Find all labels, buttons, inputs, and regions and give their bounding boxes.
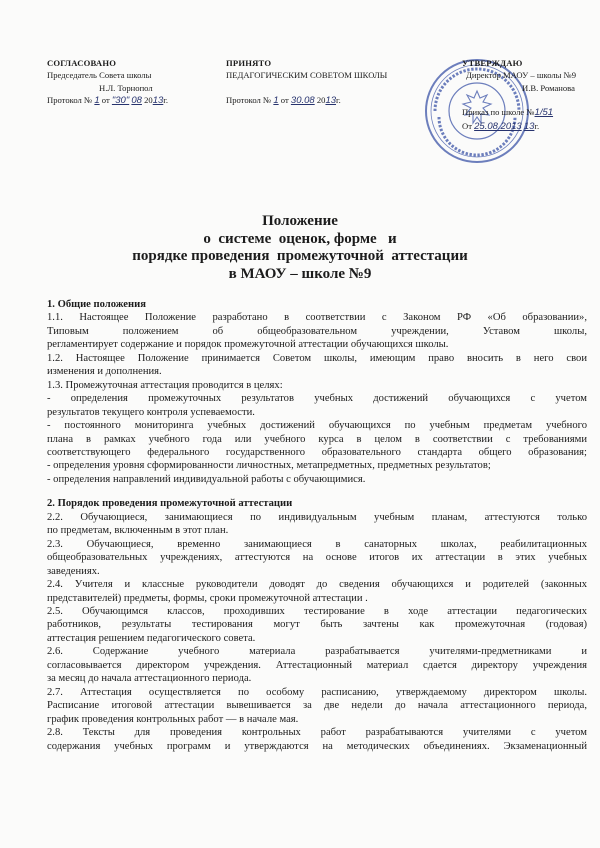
agreed-protocol: [47, 94, 207, 107]
text-line: соответствующего федерального государственного образовательного стандарта общего образования;: [47, 446, 587, 458]
text-line: 2.8. Тексты для проведения контрольных работ разрабатываются учителями с учетом: [47, 727, 587, 739]
accepted-body: ПЕДАГОГИЧЕСКИМ СОВЕТОМ ШКОЛЫ: [226, 70, 388, 81]
section-1-heading: 1. Общие положения: [47, 299, 146, 310]
accepted-block: [226, 57, 416, 108]
text-line: 2.2. Обучающиеся, занимающиеся по индивидуальным учебным планам, аттестуются только: [47, 511, 587, 523]
agreed-block: [47, 57, 207, 108]
text-line: результатов текущего контроля успеваемости.: [47, 406, 255, 418]
text-line: 2.5. Обучающимся классов, проходивших тестирование в ходе аттестации педагогических: [47, 605, 587, 617]
agreed-date-day: "30": [111, 95, 130, 107]
section-gap: [47, 486, 587, 497]
agreed-protocol-prefix: Протокол №: [47, 95, 93, 106]
approved-order-prefix: Приказ по школе №: [462, 107, 535, 118]
text-line: 1.2. Настоящее Положение принимается Советом школы, имеющим право вносить в него свои: [47, 352, 587, 364]
title-line-3: порядке проведения промежуточной аттестации: [132, 248, 468, 264]
text-line: 1.3. Промежуточная аттестация проводится в целях:: [47, 379, 283, 391]
approved-order-num: 1/51: [534, 107, 554, 119]
text-line: по предметам, включенным в этот план.: [47, 525, 229, 537]
approved-order-year: 13: [523, 120, 535, 132]
approved-role: Директор МАОУ – школы №9: [466, 70, 577, 81]
accepted-year-prefix: 20: [316, 95, 326, 106]
accepted-protocol: [226, 94, 416, 107]
text-line: 2.7. Аттестация осуществляется по особому расписанию, утверждаемому директором школы.: [47, 686, 587, 698]
text-line: - определения направлений индивидуальной работы с обучающимися.: [47, 473, 366, 485]
text-line: общеобразовательных учреждениях, аттестуются на основе итогов их аттестации в этих учебных: [47, 552, 587, 564]
agreed-title: СОГЛАСОВАНО: [47, 58, 117, 68]
accepted-date-from: от: [280, 95, 289, 106]
approved-order: [462, 106, 590, 119]
agreed-year-prefix: 20: [144, 95, 153, 106]
text-line: Типовым положением об общеобразовательном учреждении, Уставом школы,: [47, 325, 587, 337]
agreed-protocol-num: 1: [94, 95, 100, 107]
approved-block: [462, 57, 590, 133]
approved-name-line: [462, 82, 590, 94]
text-line: содержания учебных программ и утверждаются на методических объединениях. Экзаменационный: [47, 740, 587, 752]
title-line-4: в МАОУ – школе №9: [228, 265, 372, 282]
section-2-heading: 2. Порядок проведения промежуточной аттестации: [47, 498, 293, 510]
approved-order-suffix: г.: [534, 120, 540, 131]
approved-name: И.В. Романова: [522, 82, 575, 93]
text-line: - определения промежуточных результатов учебных достижений обучающихся с учетом: [47, 393, 587, 405]
text-line: 1.1. Настоящее Положение разработано в соответствии с Законом РФ «Об образовании»,: [47, 312, 587, 324]
approved-order-from: От: [462, 120, 472, 131]
text-line: - постоянного мониторинга учебных достижений обучающихся по учебным предметам учебного: [47, 420, 587, 432]
text-line: 2.6. Содержание учебного материала разрабатывается учителями-предметниками и: [47, 646, 587, 658]
agreed-name: Н.Л. Торнопол: [99, 82, 153, 93]
text-line: работников, результаты тестирования могут быть зачтены как промежуточная (годовая): [47, 619, 587, 631]
accepted-date-year: 13: [325, 95, 337, 107]
text-line: представителей) предметы, формы, сроки промежуточной аттестации .: [47, 592, 368, 604]
document-body: [47, 298, 587, 753]
text-line: изменения и дополнения.: [47, 366, 162, 378]
approved-order-date-value: 25.08.2013: [474, 120, 522, 132]
agreed-date-year: 13: [152, 95, 164, 107]
text-line: плана в рамках учебного года или учебного курса в целом в соответствии с требованиями: [47, 433, 587, 445]
title-line-1: Положение: [262, 213, 338, 229]
document-title: [0, 213, 600, 283]
text-line: регламентирует содержание и порядок промежуточной аттестации обучающихся школы.: [47, 339, 449, 351]
text-line: аттестация решением педагогического совета.: [47, 632, 256, 644]
agreed-role: Председатель Совета школы: [47, 70, 152, 81]
agreed-date-suffix: г.: [163, 95, 168, 106]
text-line: Расписание итоговой аттестации вывешивается за две недели до начала аттестационного периода,: [47, 700, 587, 712]
text-line: - определения уровня сформированности личностных, метапредметных, предметных результатов;: [47, 460, 491, 472]
accepted-protocol-num: 1: [273, 95, 279, 107]
agreed-date-from: от: [101, 95, 110, 106]
agreed-date-month: 08: [131, 95, 142, 107]
text-line: согласовывается директором учреждения. Аттестационный материал сдается директору учреждения: [47, 659, 587, 671]
approved-title: УТВЕРЖДАЮ: [462, 58, 523, 68]
title-line-2: о системе оценок, форме и: [203, 230, 397, 247]
text-line: график проведения контрольных работ — в начале мая.: [47, 713, 299, 725]
accepted-protocol-prefix: Протокол №: [226, 95, 272, 106]
text-line: 2.4. Учителя и классные руководители доводят до сведения обучающихся и родителей (законных: [47, 579, 587, 591]
approved-order-date: [462, 120, 590, 133]
text-line: заведениях.: [47, 565, 100, 577]
accepted-date-day: 30.08: [290, 95, 315, 107]
agreed-name-line: [47, 82, 207, 94]
accepted-title: ПРИНЯТО: [226, 58, 272, 68]
accepted-date-suffix: г.: [336, 95, 341, 106]
text-line: 2.3. Обучающиеся, временно занимающиеся в санаторных школах, реабилитационных: [47, 538, 587, 550]
text-line: за месяц до начала аттестационного периода.: [47, 673, 252, 685]
